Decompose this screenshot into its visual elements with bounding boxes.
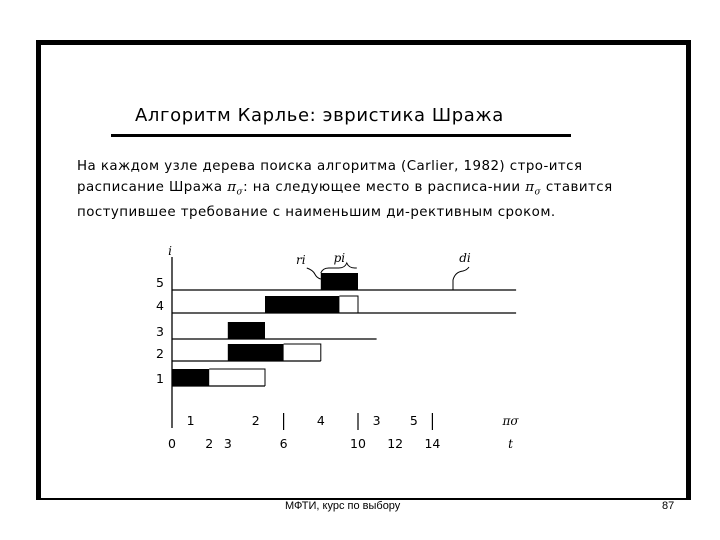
page-number: 87 <box>662 500 675 512</box>
row-label-job-2: 2 <box>156 346 164 361</box>
slide-frame <box>36 40 691 500</box>
sequence-label-3: 4 <box>316 413 325 428</box>
body-part-2: : на следующее место в расписа-нии <box>243 179 526 195</box>
slide-content <box>41 45 686 498</box>
deadline-annotation-label: di <box>459 251 471 265</box>
processing-bar-job-5 <box>321 273 358 290</box>
x-tick-label-0: 0 <box>168 436 176 451</box>
pi-sigma-symbol: $\pi_\sigma$ <box>227 179 244 198</box>
row-label-job-4: 4 <box>156 298 164 313</box>
row-label-job-5: 5 <box>156 275 164 290</box>
x-tick-label-12: 12 <box>387 436 404 451</box>
processing-bar-job-4 <box>265 296 339 313</box>
processing-bar-job-1 <box>172 369 209 386</box>
footer-course: МФТИ, курс по выбору <box>285 500 401 512</box>
gantt-chart <box>41 45 686 498</box>
sequence-label-4: 3 <box>372 413 381 428</box>
time-window-job-4 <box>339 296 358 313</box>
x-tick-label-6: 6 <box>279 436 288 451</box>
row-label-job-3: 3 <box>156 324 164 339</box>
deadline-annotation-mark <box>453 267 469 290</box>
sequence-label-1: 1 <box>186 413 195 428</box>
release-annotation-mark <box>307 268 321 279</box>
y-axis-label: i <box>168 244 172 258</box>
pi-sigma-symbol-2: $\pi_\sigma$ <box>525 179 542 198</box>
body-part-1: На каждом узле дерева поиска алгоритма (Carlier, 1982) стро-ится расписание Шража <box>77 159 583 195</box>
x-tick-label-2: 2 <box>205 436 214 451</box>
sequence-label-2: 2 <box>251 413 260 428</box>
x-tick-label-10: 10 <box>350 436 366 451</box>
x-axis-label: t <box>508 437 513 451</box>
sequence-label-5: 5 <box>409 413 418 428</box>
sequence-axis-label: πσ <box>502 414 519 428</box>
release-annotation-label: ri <box>296 253 306 267</box>
time-window-job-1 <box>209 369 265 386</box>
processing-bar-job-3 <box>228 322 265 339</box>
x-tick-label-14: 14 <box>424 436 441 451</box>
body-part-3: ставится поступившее требование с наименьшим ди-рективным сроком. <box>77 179 613 220</box>
processing-annotation-label: pi <box>333 251 346 265</box>
time-window-job-2 <box>284 344 321 361</box>
row-label-job-1: 1 <box>156 371 164 386</box>
x-tick-label-3: 3 <box>223 436 232 451</box>
slide-title: Алгоритм Карлье: эвристика Шража <box>135 105 504 126</box>
processing-bar-job-2 <box>228 344 284 361</box>
